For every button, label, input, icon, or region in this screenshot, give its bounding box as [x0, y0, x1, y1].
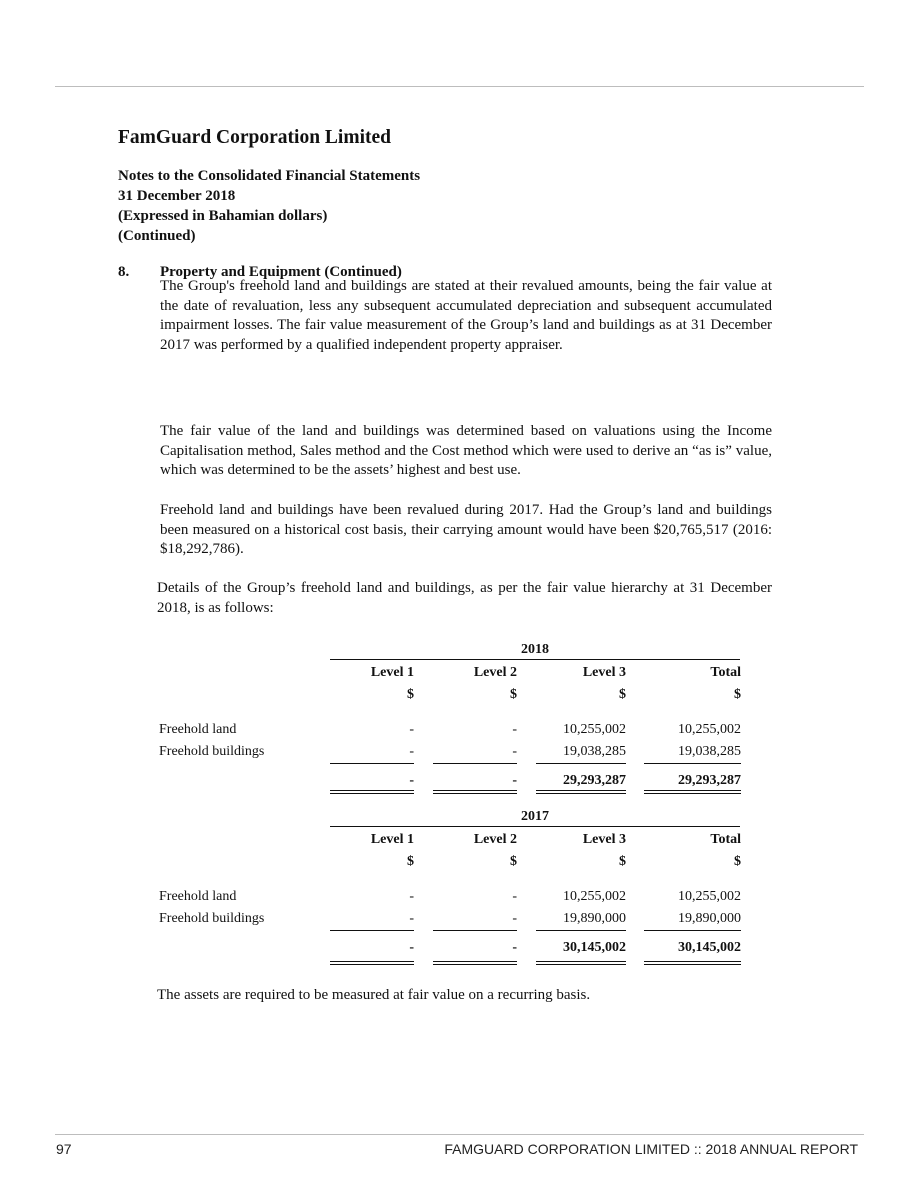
- column-header-level-2: Level 2: [473, 832, 517, 847]
- table-cell: -: [409, 889, 414, 904]
- subtotal-rule: [536, 763, 626, 764]
- table-cell: 10,255,002: [563, 889, 626, 904]
- paragraph-valuation-methods: The fair value of the land and buildings was determined based on valuations using the Income Capitalisation method, Sales method and the Cost method which were used to derive an “as is” value, which was determined to be the assets’ highest and best use.: [160, 423, 772, 479]
- row-label-freehold-land: Freehold land: [159, 889, 237, 904]
- subtotal-rule: [330, 930, 414, 931]
- total-cell: 29,293,287: [563, 773, 626, 788]
- year-underline: [330, 659, 740, 660]
- currency-symbol: $: [510, 687, 517, 702]
- closing-note: The assets are required to be measured at fair value on a recurring basis.: [157, 987, 591, 1003]
- table-cell: -: [512, 744, 517, 759]
- currency-symbol: $: [734, 687, 741, 702]
- row-label-freehold-buildings: Freehold buildings: [159, 744, 265, 759]
- column-header-level-1: Level 1: [370, 665, 414, 680]
- total-double-rule: [433, 790, 517, 791]
- table-cell: 10,255,002: [563, 722, 626, 737]
- statement-currency: (Expressed in Bahamian dollars): [118, 208, 328, 224]
- currency-symbol: $: [510, 854, 517, 869]
- statement-title: Notes to the Consolidated Financial Statements: [118, 168, 421, 184]
- total-double-rule: [433, 964, 517, 965]
- paragraph-hierarchy-intro: Details of the Group’s freehold land and buildings, as per the fair value hierarchy at 31 December 2018, is as follows:: [157, 580, 772, 616]
- total-double-rule: [330, 964, 414, 965]
- currency-symbol: $: [619, 687, 626, 702]
- table-cell: -: [512, 722, 517, 737]
- paragraph-revaluation: The Group's freehold land and buildings are stated at their revalued amounts, being the fair value at the date of revaluation, less any subsequent accumulated depreciation and subsequent accumulated impairment losses. The fair value measurement of the Group’s land and buildings as at 31 December 2017 was performed by a qualified independent property appraiser.: [160, 278, 772, 353]
- subtotal-rule: [644, 930, 741, 931]
- total-double-rule: [433, 793, 517, 794]
- table-year: 2017: [521, 809, 549, 824]
- column-header-level-1: Level 1: [370, 832, 414, 847]
- currency-symbol: $: [734, 854, 741, 869]
- top-divider: [55, 86, 864, 87]
- statement-continued: (Continued): [118, 228, 196, 244]
- table-cell: -: [512, 889, 517, 904]
- row-label-freehold-land: Freehold land: [159, 722, 237, 737]
- total-cell: -: [512, 773, 517, 788]
- table-cell: 10,255,002: [678, 889, 741, 904]
- subtotal-rule: [433, 930, 517, 931]
- table-cell: 10,255,002: [678, 722, 741, 737]
- total-double-rule: [644, 964, 741, 965]
- column-header-total: Total: [710, 665, 741, 680]
- table-cell: 19,038,285: [678, 744, 741, 759]
- currency-symbol: $: [407, 854, 414, 869]
- total-double-rule: [330, 793, 414, 794]
- paragraph-historical-cost: Freehold land and buildings have been revalued during 2017. Had the Group’s land and buildings been measured on a historical cost basis, their carrying amount would have been $20,765,517 (2016: $18,292,786).: [160, 502, 772, 558]
- subtotal-rule: [330, 763, 414, 764]
- total-double-rule: [644, 790, 741, 791]
- total-cell: -: [512, 940, 517, 955]
- table-cell: 19,890,000: [563, 911, 626, 926]
- currency-symbol: $: [407, 687, 414, 702]
- subtotal-rule: [536, 930, 626, 931]
- total-double-rule: [330, 790, 414, 791]
- subtotal-rule: [433, 763, 517, 764]
- statement-date: 31 December 2018: [118, 188, 236, 204]
- table-cell: -: [409, 722, 414, 737]
- total-double-rule: [644, 961, 741, 962]
- total-cell: 30,145,002: [563, 940, 626, 955]
- statement-header: [118, 166, 420, 246]
- total-double-rule: [536, 961, 626, 962]
- company-name: FamGuard Corporation Limited: [118, 127, 391, 148]
- total-cell: -: [409, 773, 414, 788]
- total-double-rule: [536, 790, 626, 791]
- section-number: 8.: [118, 264, 130, 280]
- total-double-rule: [536, 964, 626, 965]
- total-double-rule: [433, 961, 517, 962]
- column-header-level-3: Level 3: [582, 665, 626, 680]
- column-header-level-2: Level 2: [473, 665, 517, 680]
- subtotal-rule: [644, 763, 741, 764]
- total-double-rule: [536, 793, 626, 794]
- table-cell: 19,890,000: [678, 911, 741, 926]
- row-label-freehold-buildings: Freehold buildings: [159, 911, 265, 926]
- total-cell: -: [409, 940, 414, 955]
- table-cell: -: [409, 744, 414, 759]
- bottom-divider: [55, 1134, 864, 1135]
- total-cell: 30,145,002: [678, 940, 741, 955]
- total-double-rule: [644, 793, 741, 794]
- table-cell: -: [512, 911, 517, 926]
- section-title: Property and Equipment (Continued): [160, 264, 402, 280]
- column-header-total: Total: [710, 832, 741, 847]
- footer-report-title: FAMGUARD CORPORATION LIMITED :: 2018 ANNUAL REPORT: [444, 1141, 858, 1157]
- year-underline: [330, 826, 740, 827]
- total-double-rule: [330, 961, 414, 962]
- total-cell: 29,293,287: [678, 773, 741, 788]
- table-cell: -: [409, 911, 414, 926]
- table-year: 2018: [521, 642, 549, 657]
- table-cell: 19,038,285: [563, 744, 626, 759]
- page-number: 97: [56, 1141, 72, 1157]
- currency-symbol: $: [619, 854, 626, 869]
- column-header-level-3: Level 3: [582, 832, 626, 847]
